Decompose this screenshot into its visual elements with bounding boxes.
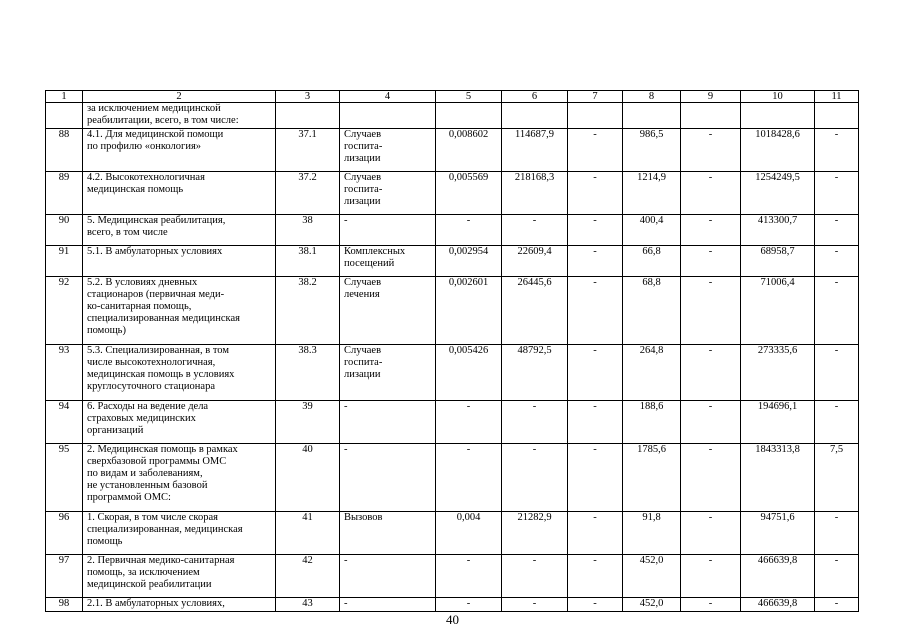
cell-col-7-value: -	[568, 277, 623, 345]
cell-norm-cost: 21282,9	[502, 512, 568, 555]
cell-norm-cost: 114687,9	[502, 129, 568, 172]
column-header: 5	[436, 91, 502, 103]
column-header: 10	[741, 91, 815, 103]
cell-norm-volume: -	[436, 401, 502, 444]
header-row	[46, 91, 859, 103]
cell-unit: Случаев госпита- лизации	[340, 172, 436, 215]
cell-line-code: 41	[276, 512, 340, 555]
column-header: 1	[46, 91, 83, 103]
cell-norm-cost: 218168,3	[502, 172, 568, 215]
column-header: 8	[623, 91, 681, 103]
cell-indicator-name: 5. Медицинская реабилитация, всего, в том числе	[83, 215, 276, 246]
cell-col-11-value: -	[815, 512, 859, 555]
cell-norm-volume: 0,008602	[436, 129, 502, 172]
cell-row-number: 97	[46, 555, 83, 598]
cell-per-capita-norm: 400,4	[623, 215, 681, 246]
cell-total-cost: 273335,6	[741, 345, 815, 401]
cell-col-11-value: -	[815, 401, 859, 444]
cell-norm-cost: -	[502, 215, 568, 246]
cell-unit: -	[340, 215, 436, 246]
cell-row-number: 89	[46, 172, 83, 215]
cell-norm-cost: 26445,6	[502, 277, 568, 345]
cell-col-11-value: -	[815, 277, 859, 345]
table-row	[46, 215, 859, 246]
cell-per-capita-norm: 188,6	[623, 401, 681, 444]
cell-col-7-value: -	[568, 401, 623, 444]
column-header: 11	[815, 91, 859, 103]
cell-col-9-value: -	[681, 401, 741, 444]
cell-unit: -	[340, 555, 436, 598]
cell-unit: Случаев госпита- лизации	[340, 345, 436, 401]
cell-col-11-value: -	[815, 598, 859, 612]
cell-indicator-name: 2. Медицинская помощь в рамках сверхбазовой программы ОМС по видам и заболеваниям, не установленным базовой программой ОМС:	[83, 444, 276, 512]
table-row	[46, 401, 859, 444]
cell-col-7-value: -	[568, 172, 623, 215]
table-row	[46, 555, 859, 598]
cell-total-cost: 194696,1	[741, 401, 815, 444]
cell-col-11-value	[815, 103, 859, 129]
cell-col-7-value: -	[568, 215, 623, 246]
cell-line-code: 38.2	[276, 277, 340, 345]
table-row	[46, 512, 859, 555]
cell-per-capita-norm: 91,8	[623, 512, 681, 555]
cell-col-9-value: -	[681, 172, 741, 215]
cell-norm-volume: -	[436, 598, 502, 612]
cell-per-capita-norm: 986,5	[623, 129, 681, 172]
cell-col-7-value: -	[568, 598, 623, 612]
cell-col-11-value: -	[815, 215, 859, 246]
cell-col-7-value: -	[568, 345, 623, 401]
cell-col-9-value: -	[681, 345, 741, 401]
cell-col-11-value: -	[815, 345, 859, 401]
cell-line-code: 38.3	[276, 345, 340, 401]
cell-indicator-name: 4.1. Для медицинской помощи по профилю «онкология»	[83, 129, 276, 172]
cell-norm-volume: -	[436, 444, 502, 512]
cell-col-9-value	[681, 103, 741, 129]
cell-per-capita-norm: 1785,6	[623, 444, 681, 512]
table-row	[46, 172, 859, 215]
cell-unit: Вызовов	[340, 512, 436, 555]
cell-row-number: 90	[46, 215, 83, 246]
cell-total-cost: 94751,6	[741, 512, 815, 555]
cell-indicator-name: 1. Скорая, в том числе скорая специализированная, медицинская помощь	[83, 512, 276, 555]
cell-col-7-value: -	[568, 129, 623, 172]
cell-total-cost: 68958,7	[741, 246, 815, 277]
cell-row-number: 92	[46, 277, 83, 345]
cell-line-code: 39	[276, 401, 340, 444]
cell-unit: Случаев лечения	[340, 277, 436, 345]
cell-row-number: 95	[46, 444, 83, 512]
table-row	[46, 277, 859, 345]
column-header: 3	[276, 91, 340, 103]
cell-col-9-value: -	[681, 598, 741, 612]
cell-norm-volume: -	[436, 555, 502, 598]
cell-per-capita-norm: 68,8	[623, 277, 681, 345]
cell-col-7-value: -	[568, 555, 623, 598]
column-header: 4	[340, 91, 436, 103]
cell-per-capita-norm: 66,8	[623, 246, 681, 277]
cell-line-code: 42	[276, 555, 340, 598]
cell-row-number: 88	[46, 129, 83, 172]
cell-total-cost: 1254249,5	[741, 172, 815, 215]
cell-total-cost: 1018428,6	[741, 129, 815, 172]
cell-per-capita-norm: 264,8	[623, 345, 681, 401]
cell-line-code: 38.1	[276, 246, 340, 277]
cell-indicator-name: 5.2. В условиях дневных стационаров (первичная меди- ко-санитарная помощь, специализированная медицинская помощь)	[83, 277, 276, 345]
cell-unit	[340, 103, 436, 129]
cell-col-11-value: -	[815, 129, 859, 172]
cell-line-code: 37.2	[276, 172, 340, 215]
cell-row-number: 93	[46, 345, 83, 401]
cell-indicator-name: 6. Расходы на ведение дела страховых медицинских организаций	[83, 401, 276, 444]
column-header: 2	[83, 91, 276, 103]
cell-norm-cost: -	[502, 555, 568, 598]
cell-norm-cost: -	[502, 401, 568, 444]
table-row	[46, 103, 859, 129]
cell-unit: -	[340, 598, 436, 612]
cell-row-number: 98	[46, 598, 83, 612]
cell-per-capita-norm: 452,0	[623, 598, 681, 612]
cell-indicator-name: 2. Первичная медико-санитарная помощь, за исключением медицинской реабилитации	[83, 555, 276, 598]
cell-indicator-name: 2.1. В амбулаторных условиях,	[83, 598, 276, 612]
cell-per-capita-norm: 1214,9	[623, 172, 681, 215]
cell-row-number	[46, 103, 83, 129]
cell-unit: Случаев госпита- лизации	[340, 129, 436, 172]
cell-norm-volume	[436, 103, 502, 129]
table-row	[46, 345, 859, 401]
cell-col-9-value: -	[681, 512, 741, 555]
cell-indicator-name: 4.2. Высокотехнологичная медицинская помощь	[83, 172, 276, 215]
cell-indicator-name: 5.1. В амбулаторных условиях	[83, 246, 276, 277]
cell-total-cost: 466639,8	[741, 598, 815, 612]
cell-total-cost: 1843313,8	[741, 444, 815, 512]
column-header: 9	[681, 91, 741, 103]
cell-norm-volume: -	[436, 215, 502, 246]
cell-line-code: 37.1	[276, 129, 340, 172]
cell-per-capita-norm: 452,0	[623, 555, 681, 598]
table-row	[46, 129, 859, 172]
cell-col-9-value: -	[681, 444, 741, 512]
cell-col-9-value: -	[681, 555, 741, 598]
cell-norm-volume: 0,002954	[436, 246, 502, 277]
cell-norm-cost: -	[502, 598, 568, 612]
cell-line-code: 40	[276, 444, 340, 512]
column-header: 7	[568, 91, 623, 103]
column-header: 6	[502, 91, 568, 103]
cell-col-7-value: -	[568, 444, 623, 512]
cell-norm-cost: -	[502, 444, 568, 512]
cell-col-9-value: -	[681, 215, 741, 246]
cell-col-11-value: -	[815, 555, 859, 598]
cell-total-cost: 466639,8	[741, 555, 815, 598]
cell-norm-volume: 0,002601	[436, 277, 502, 345]
cell-row-number: 91	[46, 246, 83, 277]
cell-unit: -	[340, 444, 436, 512]
cell-total-cost: 413300,7	[741, 215, 815, 246]
cell-norm-volume: 0,005569	[436, 172, 502, 215]
cell-norm-volume: 0,004	[436, 512, 502, 555]
cell-total-cost: 71006,4	[741, 277, 815, 345]
data-table	[45, 90, 859, 612]
cell-col-7-value	[568, 103, 623, 129]
cell-row-number: 94	[46, 401, 83, 444]
page-number: 40	[446, 612, 459, 627]
cell-indicator-name: 5.3. Специализированная, в том числе высокотехнологичная, медицинская помощь в условиях круглосуточного стационара	[83, 345, 276, 401]
cell-norm-cost: 22609,4	[502, 246, 568, 277]
cell-col-9-value: -	[681, 277, 741, 345]
cell-norm-volume: 0,005426	[436, 345, 502, 401]
cell-total-cost	[741, 103, 815, 129]
cell-col-9-value: -	[681, 129, 741, 172]
cell-indicator-name: за исключением медицинской реабилитации, всего, в том числе:	[83, 103, 276, 129]
cell-col-11-value: 7,5	[815, 444, 859, 512]
table-body	[46, 103, 859, 612]
cell-row-number: 96	[46, 512, 83, 555]
cell-norm-cost: 48792,5	[502, 345, 568, 401]
cell-per-capita-norm	[623, 103, 681, 129]
cell-line-code: 43	[276, 598, 340, 612]
cell-col-11-value: -	[815, 246, 859, 277]
cell-line-code	[276, 103, 340, 129]
table-row	[46, 598, 859, 612]
cell-col-7-value: -	[568, 246, 623, 277]
cell-norm-cost	[502, 103, 568, 129]
table-row	[46, 444, 859, 512]
cell-unit: Комплексных посещений	[340, 246, 436, 277]
cell-unit: -	[340, 401, 436, 444]
cell-col-11-value: -	[815, 172, 859, 215]
cell-col-7-value: -	[568, 512, 623, 555]
table-row	[46, 246, 859, 277]
cell-col-9-value: -	[681, 246, 741, 277]
cell-line-code: 38	[276, 215, 340, 246]
